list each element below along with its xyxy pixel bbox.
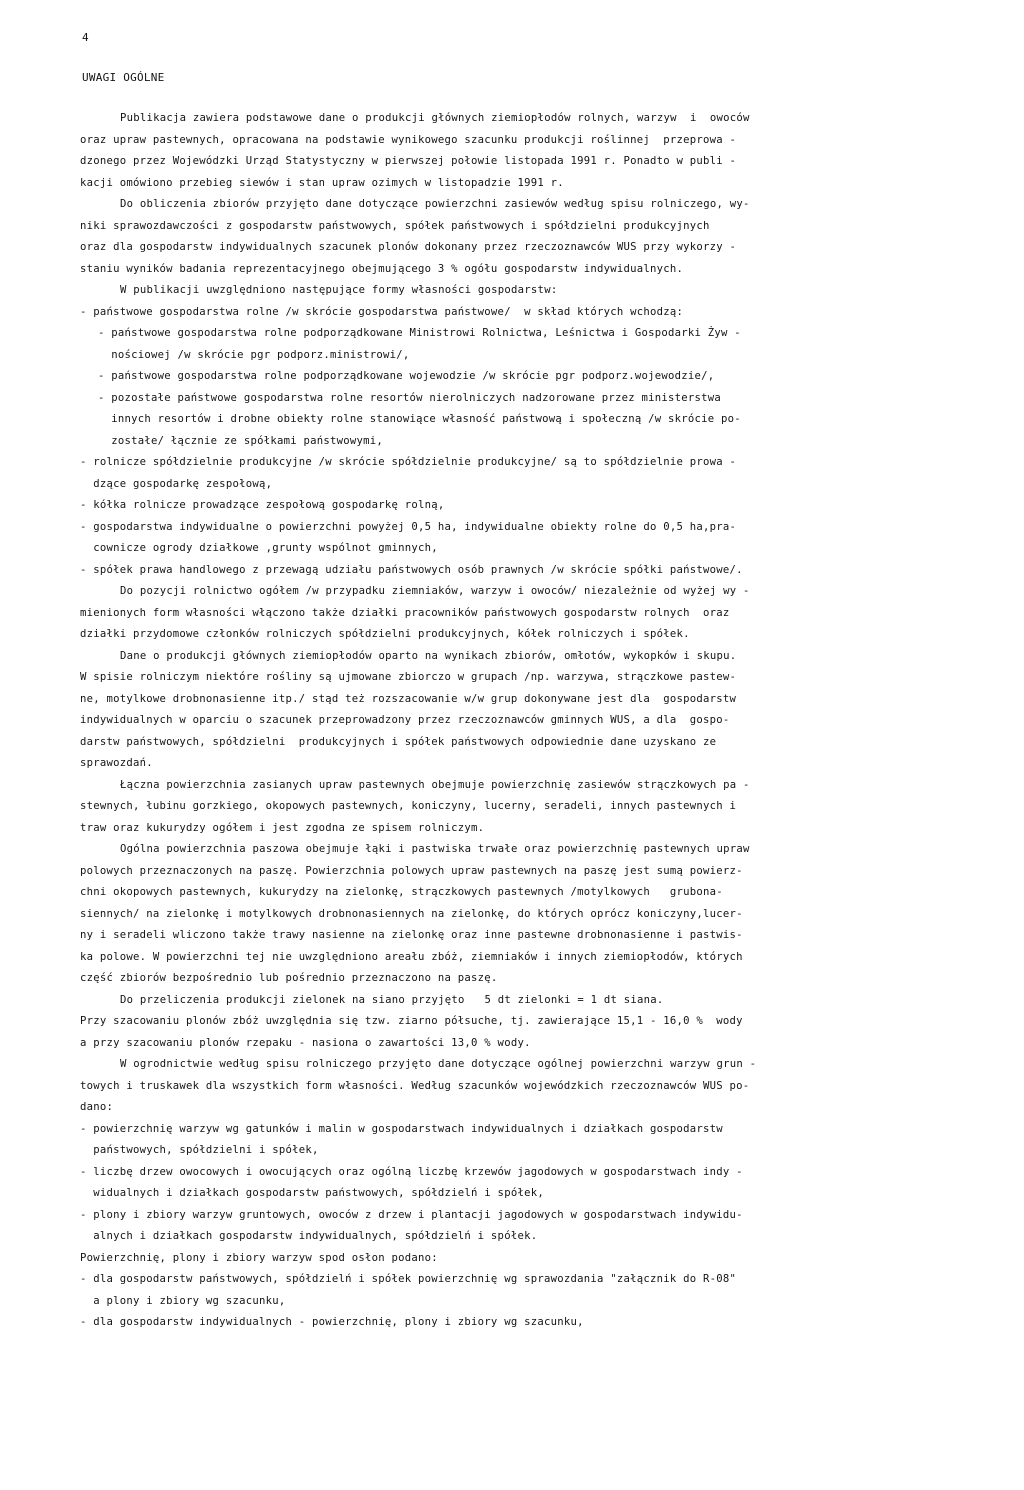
text-line: niki sprawozdawczości z gospodarstw państwowych, spółek państwowych i spółdzielni produkcyjnych <box>80 219 710 232</box>
text-line: indywidualnych w oparciu o szacunek przeprowadzony przez rzeczoznawców gminnych WUS, a dla gospo- <box>80 714 730 726</box>
text-line: W spisie rolniczym niektóre rośliny są ujmowane zbiorczo w grupach /np. warzywa, strączkowe pastew- <box>80 671 737 683</box>
text-line: towych i truskawek dla wszystkich form własności. Według szacunków wojewódzkich rzeczoznawców WUS po- <box>80 1079 750 1092</box>
text-line: staniu wyników badania reprezentacyjnego obejmującego 3 % ogółu gospodarstw indywidualnych. <box>80 262 684 275</box>
text-line: stewnych, łubinu gorzkiego, okopowych pastewnych, koniczyny, lucerny, seradeli, innych pastewnych i <box>80 800 737 812</box>
text-line: sprawozdań. <box>80 757 153 769</box>
text-line: Przy szacowaniu plonów zbóż uwzględnia się tzw. ziarno półsuche, tj. zawierające 15,1 - 16,0 % wody <box>80 1015 743 1027</box>
text-line: Do pozycji rolnictwo ogółem /w przypadku ziemniaków, warzyw i owoców/ niezależnie od wyżej wy - <box>120 585 750 597</box>
text-line: działki przydomowe członków rolniczych spółdzielni produkcyjnych, kółek rolniczych i spółek. <box>80 628 690 640</box>
text-line: - rolnicze spółdzielnie produkcyjne /w skrócie spółdzielnie produkcyjne/ są to spółdzielnie prowa - <box>80 456 737 468</box>
text-line: Do obliczenia zbiorów przyjęto dane dotyczące powierzchni zasiewów według spisu rolniczego, wy- <box>120 198 750 210</box>
text-line: ny i seradeli wliczono także trawy nasienne na zielonkę oraz inne pastewne drobnonasienne i pastwis- <box>80 929 743 941</box>
text-line: - państwowe gospodarstwa rolne podporządkowane Ministrowi Rolnictwa, Leśnictwa i Gospodarki Żyw - <box>98 327 741 339</box>
text-line: a plony i zbiory wg szacunku, <box>80 1294 286 1307</box>
text-line: Powierzchnię, plony i zbiory warzyw spod osłon podano: <box>80 1251 438 1264</box>
text-line: W publikacji uwzględniono następujące formy własności gospodarstw: <box>120 284 558 296</box>
text-line: - spółek prawa handlowego z przewagą udziału państwowych osób prawnych /w skrócie spółki państwowe/. <box>80 563 743 576</box>
text-line: innych resortów i drobne obiekty rolne stanowiące własność państwową i społeczną /w skrócie po- <box>98 413 741 425</box>
text-line: zostałe/ łącznie ze spółkami państwowymi, <box>98 434 384 447</box>
text-line: - kółka rolnicze prowadzące zespołową gospodarkę rolną, <box>80 499 445 511</box>
text-line: mienionych form własności włączono także działki pracowników państwowych gospodarstw rolnych oraz <box>80 606 730 619</box>
text-line: chni okopowych pastewnych, kukurydzy na zielonkę, strączkowych pastewnych /motylkowych grubonа- <box>80 886 723 898</box>
text-line: - plony i zbiory warzyw gruntowych, owoców z drzew i plantacji jagodowych w gospodarstwach indywidu- <box>80 1208 743 1221</box>
text-line: Ogólna powierzchnia paszowa obejmuje łąki i pastwiska trwałe oraz powierzchnię pastewnych upraw <box>120 843 750 855</box>
text-line: - państwowe gospodarstwa rolne podporządkowane wojewodzie /w skrócie pgr podporz.wojewodzie/, <box>98 370 715 382</box>
text-line: dano: <box>80 1101 114 1113</box>
page-number: 4 <box>82 31 89 44</box>
text-line: - państwowe gospodarstwa rolne /w skrócie gospodarstwa państwowe/ w skład których wchodzą: <box>80 305 684 318</box>
text-line: dzonego przez Wojewódzki Urząd Statystyczny w pierwszej połowie listopada 1991 r. Ponadto w publi - <box>80 155 737 167</box>
text-line: dzące gospodarkę zespołową, <box>80 477 273 490</box>
text-line: darstw państwowych, spółdzielni produkcyjnych i spółek państwowych odpowiednie dane uzyskano ze <box>80 735 717 748</box>
text-line: - gospodarstwa indywidualne o powierzchni powyżej 0,5 ha, indywidualne obiekty rolne do 0,5 ha,pra- <box>80 520 737 533</box>
text-line: cownicze ogrody działkowe ,grunty wspólnot gminnych, <box>80 542 438 554</box>
text-line: nościowej /w skrócie pgr podporz.ministrowi/, <box>98 348 410 361</box>
text-line: alnych i działkach gospodarstw indywidualnych, spółdzielń i spółek. <box>80 1230 538 1242</box>
text-line: Publikacja zawiera podstawowe dane o produkcji głównych ziemiopłodów rolnych, warzyw i owoców <box>120 112 750 124</box>
text-line: - powierzchnię warzyw wg gatunków i malin w gospodarstwach indywidualnych i działkach gospodarstw <box>80 1122 723 1135</box>
text-line: a przy szacowaniu plonów rzepaku - nasiona o zawartości 13,0 % wody. <box>80 1036 531 1049</box>
text-line: - dla gospodarstw państwowych, spółdzielń i spółek powierzchnię wg sprawozdania "załącznik do R-08" <box>80 1273 737 1285</box>
text-line: Łączna powierzchnia zasianych upraw pastewnych obejmuje powierzchnię zasiewów strączkowych pa - <box>120 778 750 791</box>
text-line: Dane o produkcji głównych ziemiopłodów oparto na wynikach zbiorów, omłotów, wykopków i skupu. <box>120 649 737 662</box>
text-line: ka polowe. W powierzchni tej nie uwzględniono areału zbóż, ziemniaków i innych ziemiopłodów, których <box>80 950 743 963</box>
text-line: widualnych i działkach gospodarstw państwowych, spółdzielń i spółek, <box>80 1187 544 1199</box>
text-line: - pozostałe państwowe gospodarstwa rolne resortów nierolniczych nadzorowane przez ministerstwa <box>98 391 722 404</box>
text-line: oraz upraw pastewnych, opracowana na podstawie wynikowego szacunku produkcji roślinnej przeprowa - <box>80 133 737 146</box>
text-line: traw oraz kukurydzy ogółem i jest zgodna ze spisem rolniczym. <box>80 821 485 834</box>
text-line: część zbiorów bezpośrednio lub pośrednio przeznaczono na paszę. <box>80 972 498 984</box>
text-line: ne, motylkowe drobnonasienne itp./ stąd też rozszacowanie w/w grup dokonywane jest dla gospodarstw <box>80 692 737 705</box>
text-line: siennych/ na zielonkę i motylkowych drobnonasiennych na zielonkę, do których oprócz koniczyny,lucer- <box>80 907 743 920</box>
text-line: - liczbę drzew owocowych i owocujących oraz ogólną liczbę krzewów jagodowych w gospodarstwach indy - <box>80 1165 743 1178</box>
body-text <box>80 108 980 1334</box>
section-heading: UWAGI OGÓLNE <box>82 71 165 84</box>
text-line: polowych przeznaczonych na paszę. Powierzchnia polowych upraw pastewnych na paszę jest sumą powierz- <box>80 864 743 877</box>
text-line: kacji omówiono przebieg siewów i stan upraw ozimych w listopadzie 1991 r. <box>80 176 564 189</box>
text-line: państwowych, spółdzielni i spółek, <box>80 1144 319 1156</box>
text-line: oraz dla gospodarstw indywidualnych szacunek plonów dokonany przez rzeczoznawców WUS przy wykorzy - <box>80 241 737 253</box>
text-line: Do przeliczenia produkcji zielonek na siano przyjęto 5 dt zielonki = 1 dt siana. <box>120 993 664 1006</box>
text-line: W ogrodnictwie według spisu rolniczego przyjęto dane dotyczące ogólnej powierzchni warzyw grun - <box>120 1058 757 1070</box>
text-line: - dla gospodarstw indywidualnych - powierzchnię, plony i zbiory wg szacunku, <box>80 1316 584 1328</box>
